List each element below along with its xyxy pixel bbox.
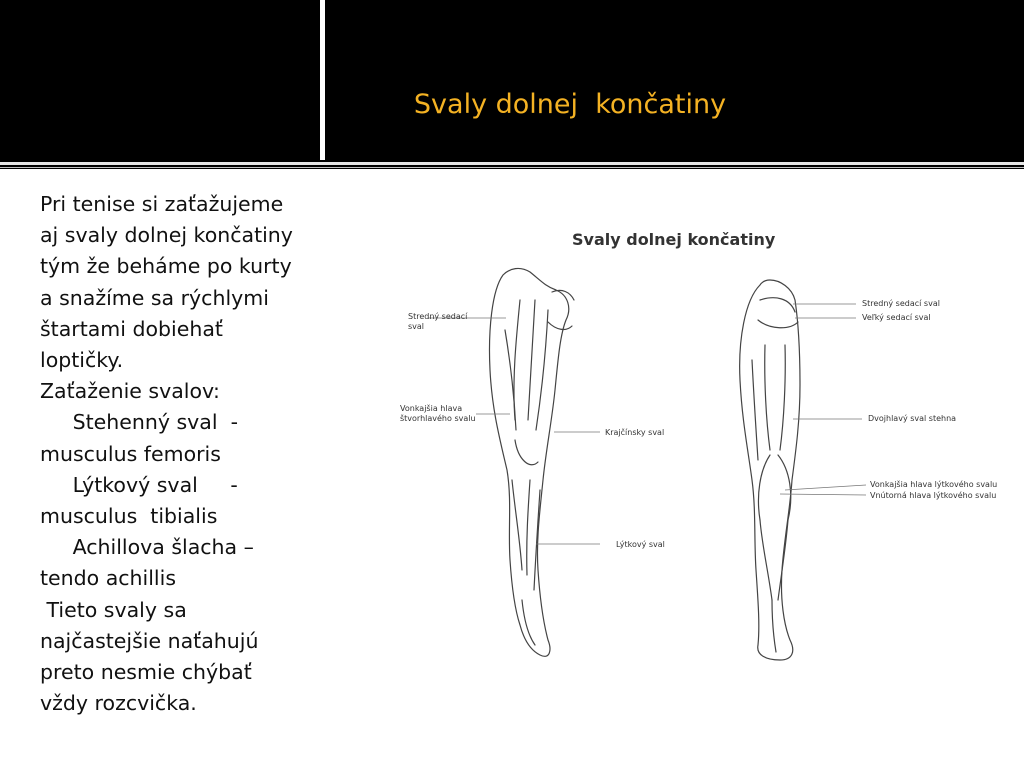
body-line: Lýtkový sval -: [40, 472, 238, 497]
label-lytkovy-sval: Lýtkový sval: [616, 540, 665, 549]
body-line: aj svaly dolnej končatiny: [40, 223, 293, 248]
label-vonkajsia-hlava-stvorhlaveho-1: Vonkajšia hlava: [400, 404, 463, 413]
leader-lines: [428, 304, 866, 544]
label-dvojhlavy-sval: Dvojhlavý sval stehna: [868, 414, 957, 423]
front-leg-drawing: [490, 268, 574, 656]
body-line: musculus femoris: [40, 441, 221, 466]
label-velky-sedaci: Veľký sedací sval: [862, 313, 931, 322]
body-line: Zaťaženie svalov:: [40, 379, 220, 404]
slide-body-text: [40, 189, 340, 719]
label-vnutorna-hlava-lytkoveho: Vnútorná hlava lýtkového svalu: [870, 491, 997, 500]
body-line: tendo achillis: [40, 566, 177, 591]
label-stredny-sedaci-right: Stredný sedací sval: [862, 299, 940, 308]
body-line: najčastejšie naťahujú: [40, 628, 259, 653]
body-line: tým že beháme po kurty: [40, 254, 292, 279]
header-rule: [0, 162, 1024, 165]
label-krajcinsky-sval: Krajčínsky sval: [605, 428, 665, 437]
body-line: musculus tibialis: [40, 504, 218, 529]
body-line: loptičky.: [40, 348, 124, 373]
back-leg-drawing: [740, 280, 800, 660]
body-line: štartami dobiehať: [40, 316, 223, 341]
slide-title: Svaly dolnej končatiny: [413, 89, 727, 120]
header-divider: [320, 0, 325, 160]
label-vonkajsia-hlava-lytkoveho: Vonkajšia hlava lýtkového svalu: [870, 480, 998, 489]
label-stredny-sedaci-left-1: Stredný sedací: [408, 312, 468, 321]
body-line: preto nesmie chýbať: [40, 660, 252, 685]
label-vonkajsia-hlava-stvorhlaveho-2: štvorhlavého svalu: [400, 414, 476, 423]
body-line: Achillova šlacha –: [40, 535, 254, 560]
leg-muscles-illustration: [386, 220, 1024, 670]
body-line: a snažíme sa rýchlymi: [40, 285, 269, 310]
body-line: Stehenný sval -: [40, 410, 238, 435]
figure-title: Svaly dolnej končatiny: [572, 230, 776, 249]
label-stredny-sedaci-left-2: sval: [408, 322, 425, 331]
body-line: Pri tenise si zaťažujeme: [40, 192, 284, 216]
body-line: vždy rozcvička.: [40, 691, 197, 716]
header-rule-thin: [0, 167, 1024, 168]
body-line: Tieto svaly sa: [40, 597, 187, 622]
slide-header: [0, 0, 1024, 160]
